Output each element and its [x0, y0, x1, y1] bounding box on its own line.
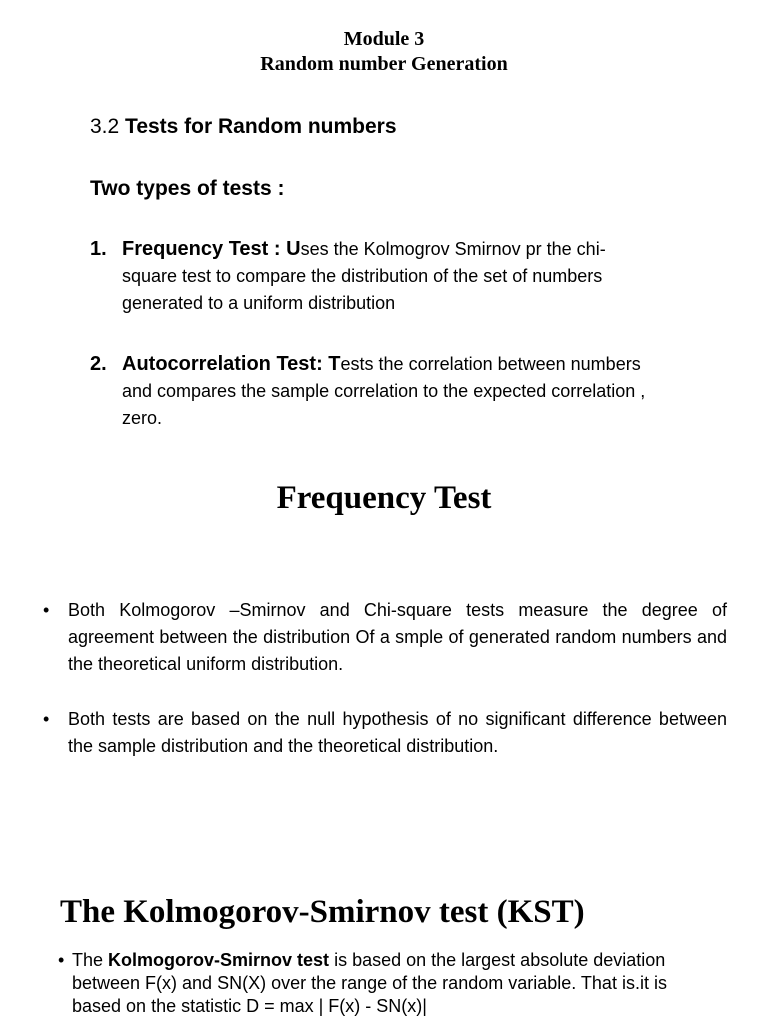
kst-heading: The Kolmogorov-Smirnov test (KST)	[60, 894, 585, 930]
test-item-lead: Frequency Test : U	[122, 238, 301, 260]
frequency-bullet-text: Both tests are based on the null hypothesis of no significant difference between the sample distribution and the theoretical distribution.	[68, 709, 727, 756]
kst-bullet-text: is based on the largest absolute deviation between F(x) and SN(X) over the range of the random variable. That is.it is based on the statistic D = max | F(x) - SN(x)|	[72, 950, 667, 1016]
kst-bullet	[58, 949, 718, 1018]
module-subtitle: Random number Generation	[260, 53, 508, 75]
section-title: Tests for Random numbers	[125, 115, 397, 138]
frequency-bullet	[43, 706, 727, 760]
test-item-lead: Autocorrelation Test: T	[122, 353, 341, 375]
bullet-dot-icon: •	[43, 709, 50, 729]
test-item-text: ses the Kolmogrov Smirnov pr the chi-square test to compare the distribution of the set of numbers generated to a uniform distribution	[122, 239, 606, 313]
test-item-frequency	[90, 236, 650, 317]
bullet-dot-icon: •	[58, 950, 65, 970]
test-item-number: 2.	[90, 353, 107, 375]
kst-bullet-prefix: The	[72, 950, 109, 970]
types-heading: Two types of tests :	[90, 177, 285, 200]
module-number: Module 3	[343, 28, 425, 50]
test-item-autocorrelation	[90, 351, 650, 432]
frequency-test-heading: Frequency Test	[276, 480, 492, 516]
section-heading	[90, 114, 397, 140]
kst-bullet-bold: Kolmogorov-Smirnov test	[108, 950, 330, 970]
test-item-text: ests the correlation between numbers and compares the sample correlation to the expected correlation , zero.	[122, 354, 646, 428]
bullet-dot-icon: •	[43, 600, 50, 620]
test-item-number: 1.	[90, 238, 107, 260]
module-title	[0, 27, 768, 77]
frequency-bullet	[43, 597, 727, 678]
section-number: 3.2	[90, 115, 120, 138]
frequency-bullet-text: Both Kolmogorov –Smirnov and Chi-square tests measure the degree of agreement between the distribution Of a smple of generated random numbers and the theoretical uniform distribution.	[68, 600, 727, 674]
